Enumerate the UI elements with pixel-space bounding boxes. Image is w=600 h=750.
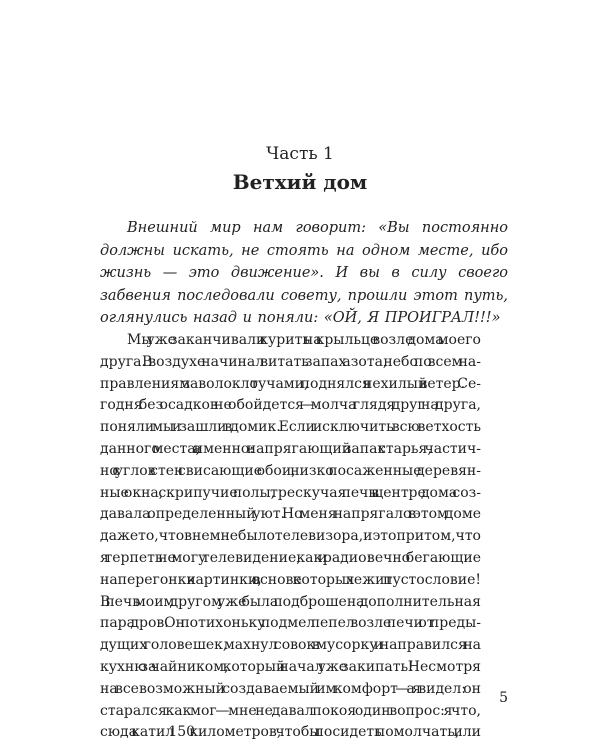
body-line: сюда катил 150 километров, чтобы посидеть помолчать, или (100, 724, 481, 741)
body-line: ные окна, скрипучие полы, трескучая печь в центре дома соз- (100, 484, 481, 501)
body-line: В печь моим другом уже была подброшена дополнительная (100, 593, 481, 610)
body-line: старался как мог — мне не давал покоя один вопрос: я что, (100, 702, 481, 719)
body-line: пара дров. Он потихоньку подмел пепел возле печи от преды- (100, 615, 482, 632)
body-line: даже то, что в нем не было телевизора, и это при том, что (100, 528, 481, 545)
body-line: давала определенный уют. Но меня напрягало в этом доме (100, 506, 481, 523)
body-line: данного места, а именно: напрягающий запах старья, частич- (100, 440, 481, 457)
epigraph: Внешний мир нам говорит: «Вы постоянно должны искать, не стоять на одном месте, ибо жизнь — это движение». И вы в силу своего забвения последовали совету, прошли этот путь, оглянулись назад и поняли: «ОЙ, Я ПРОИГРАЛ!!!» (100, 220, 508, 326)
body-line: я терпеть не могу телевидение, как и радио: вечно бегающие (100, 549, 481, 566)
body-line: кухню за чайником, который начал уже закипать! Несмотря (100, 658, 481, 675)
body-line: правлениям заволокло тучами, поднялся нехилый ветер. Се- (100, 375, 481, 392)
body-line: друга. В воздухе начинал витать запах азота, небо по всем на- (100, 353, 482, 370)
body-line: дущих головешек, махнул совок в мусорку и направился на (100, 637, 481, 654)
chapter-title: Ветхий дом (232, 170, 368, 194)
body-line: Мы уже заканчивали курить на крыльце возле дома моего (127, 332, 481, 348)
body-line: на всевозможный создаваемый им комфорт — а я видел: он (100, 680, 482, 697)
body-paragraph (100, 330, 508, 744)
body-line: годня без осадков не обойдется — молча глядя друг на друга, (100, 397, 481, 414)
page-number: 5 (499, 690, 508, 706)
body-line: поняли мы и зашли в домик. Если исключить всю ветхость (100, 419, 481, 436)
body-line: но с углов стен свисающие обои, низко посаженные деревян- (100, 462, 481, 479)
body-line: наперегонки картинки, в основе которых лежит пустословие! (100, 571, 481, 588)
part-label: Часть 1 (266, 144, 334, 164)
